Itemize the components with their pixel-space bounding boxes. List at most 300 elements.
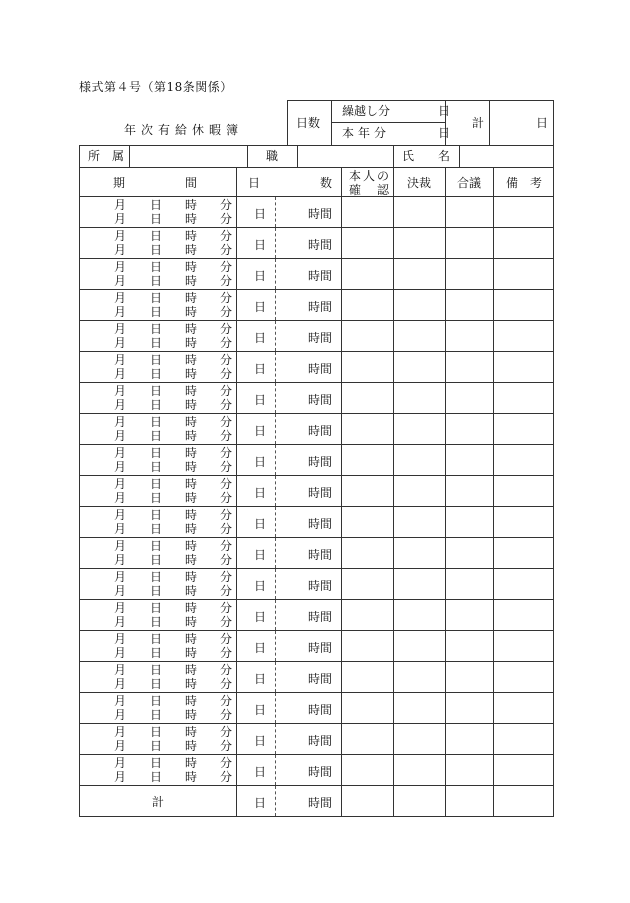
day-unit: 日 xyxy=(150,429,163,443)
remarks-cell[interactable] xyxy=(494,476,554,507)
confirm-cell[interactable] xyxy=(342,693,394,724)
confirm-cell[interactable] xyxy=(342,538,394,569)
month-unit: 月 xyxy=(114,756,127,770)
days-cell[interactable] xyxy=(237,259,342,290)
month-unit: 月 xyxy=(114,584,127,598)
month-unit: 月 xyxy=(114,646,127,660)
hour-unit: 時 xyxy=(185,615,198,629)
confirm-cell[interactable] xyxy=(342,569,394,600)
hour-unit: 時 xyxy=(185,229,198,243)
minute-unit: 分 xyxy=(220,539,233,553)
day-unit: 日 xyxy=(150,336,163,350)
hour-unit: 時 xyxy=(185,708,198,722)
month-unit: 月 xyxy=(114,508,127,522)
day-unit: 日 xyxy=(150,677,163,691)
days-day-unit: 日 xyxy=(254,207,267,221)
day-unit: 日 xyxy=(150,384,163,398)
hour-unit: 時 xyxy=(185,632,198,646)
days-hours-unit: 時間 xyxy=(308,641,333,655)
period-cell[interactable] xyxy=(80,383,237,414)
minute-unit: 分 xyxy=(220,291,233,305)
confirm-cell[interactable] xyxy=(342,445,394,476)
minute-unit: 分 xyxy=(220,384,233,398)
consult-cell[interactable] xyxy=(446,383,494,414)
minute-unit: 分 xyxy=(220,429,233,443)
day-unit: 日 xyxy=(150,539,163,553)
confirm-cell[interactable] xyxy=(342,259,394,290)
month-unit: 月 xyxy=(114,260,127,274)
month-unit: 月 xyxy=(114,615,127,629)
remarks-cell[interactable] xyxy=(494,259,554,290)
minute-unit: 分 xyxy=(220,677,233,691)
approval-cell[interactable] xyxy=(394,445,446,476)
consult-cell[interactable] xyxy=(446,538,494,569)
minute-unit: 分 xyxy=(220,415,233,429)
col-confirm-top: 本人の xyxy=(349,169,392,183)
hour-unit: 時 xyxy=(185,663,198,677)
remarks-cell[interactable] xyxy=(494,414,554,445)
confirm-cell[interactable] xyxy=(342,228,394,259)
period-cell[interactable] xyxy=(80,569,237,600)
days-hours-unit: 時間 xyxy=(308,703,333,717)
hour-unit: 時 xyxy=(185,725,198,739)
col-period: 期 間 xyxy=(113,176,198,190)
minute-unit: 分 xyxy=(220,725,233,739)
total-remarks-cell[interactable] xyxy=(494,786,554,817)
day-unit: 日 xyxy=(150,632,163,646)
hour-unit: 時 xyxy=(185,398,198,412)
days-hours-unit: 時間 xyxy=(308,207,333,221)
hour-unit: 時 xyxy=(185,336,198,350)
day-unit: 日 xyxy=(150,198,163,212)
day-unit: 日 xyxy=(150,353,163,367)
minute-unit: 分 xyxy=(220,553,233,567)
month-unit: 月 xyxy=(114,229,127,243)
minute-unit: 分 xyxy=(220,663,233,677)
remarks-cell[interactable] xyxy=(494,445,554,476)
confirm-cell[interactable] xyxy=(342,352,394,383)
consult-cell[interactable] xyxy=(446,321,494,352)
month-unit: 月 xyxy=(114,198,127,212)
days-hours-unit: 時間 xyxy=(308,238,333,252)
day-unit: 日 xyxy=(150,291,163,305)
total-row xyxy=(80,786,554,817)
approval-cell[interactable] xyxy=(394,600,446,631)
hour-unit: 時 xyxy=(185,584,198,598)
month-unit: 月 xyxy=(114,243,127,257)
col-approval: 決裁 xyxy=(407,176,432,190)
hour-unit: 時 xyxy=(185,212,198,226)
hour-unit: 時 xyxy=(185,305,198,319)
day-unit: 日 xyxy=(150,756,163,770)
hour-unit: 時 xyxy=(185,198,198,212)
hour-unit: 時 xyxy=(185,291,198,305)
total-approval-cell[interactable] xyxy=(394,786,446,817)
minute-unit: 分 xyxy=(220,770,233,784)
consult-cell[interactable] xyxy=(446,414,494,445)
days-cell[interactable] xyxy=(237,507,342,538)
period-cell[interactable] xyxy=(80,445,237,476)
total-row-label: 計 xyxy=(80,786,237,817)
minute-unit: 分 xyxy=(220,632,233,646)
days-cell[interactable] xyxy=(237,600,342,631)
hour-unit: 時 xyxy=(185,570,198,584)
hour-unit: 時 xyxy=(185,353,198,367)
hour-unit: 時 xyxy=(185,429,198,443)
period-cell[interactable] xyxy=(80,290,237,321)
day-unit: 日 xyxy=(150,601,163,615)
days-cell[interactable] xyxy=(237,538,342,569)
days-day-unit: 日 xyxy=(254,548,267,562)
hour-unit: 時 xyxy=(185,243,198,257)
month-unit: 月 xyxy=(114,570,127,584)
hour-unit: 時 xyxy=(185,677,198,691)
minute-unit: 分 xyxy=(220,260,233,274)
days-cell[interactable] xyxy=(237,321,342,352)
total-label: 計 xyxy=(472,116,485,130)
day-unit: 日 xyxy=(150,460,163,474)
minute-unit: 分 xyxy=(220,601,233,615)
month-unit: 月 xyxy=(114,770,127,784)
month-unit: 月 xyxy=(114,429,127,443)
days-day-unit: 日 xyxy=(254,331,267,345)
period-cell[interactable] xyxy=(80,228,237,259)
days-cell[interactable] xyxy=(237,569,342,600)
month-unit: 月 xyxy=(114,632,127,646)
days-day-unit: 日 xyxy=(254,362,267,376)
table-row xyxy=(80,569,554,600)
days-cell[interactable] xyxy=(237,476,342,507)
days-hours-unit: 時間 xyxy=(308,393,333,407)
table-row xyxy=(80,600,554,631)
days-day-unit: 日 xyxy=(254,393,267,407)
days-cell[interactable] xyxy=(237,352,342,383)
days-cell[interactable] xyxy=(237,414,342,445)
table-row xyxy=(80,631,554,662)
days-hours-unit: 時間 xyxy=(308,517,333,531)
form-number: 様式第４号（第18条関係） xyxy=(79,80,233,94)
days-hours-unit: 時間 xyxy=(308,765,333,779)
confirm-cell[interactable] xyxy=(342,507,394,538)
approval-cell[interactable] xyxy=(394,414,446,445)
consult-cell[interactable] xyxy=(446,197,494,228)
days-cell[interactable] xyxy=(237,228,342,259)
days-hours-unit: 時間 xyxy=(308,362,333,376)
table-row xyxy=(80,507,554,538)
consult-cell[interactable] xyxy=(446,631,494,662)
days-cell[interactable] xyxy=(237,724,342,755)
days-day-unit: 日 xyxy=(254,486,267,500)
period-cell[interactable] xyxy=(80,693,237,724)
consult-cell[interactable] xyxy=(446,600,494,631)
approval-cell[interactable] xyxy=(394,197,446,228)
hour-unit: 時 xyxy=(185,694,198,708)
approval-cell[interactable] xyxy=(394,321,446,352)
total-confirm-cell[interactable] xyxy=(342,786,394,817)
remarks-cell[interactable] xyxy=(494,507,554,538)
table-row xyxy=(80,197,554,228)
approval-cell[interactable] xyxy=(394,352,446,383)
col-consult: 合議 xyxy=(457,176,482,190)
minute-unit: 分 xyxy=(220,708,233,722)
month-unit: 月 xyxy=(114,725,127,739)
month-unit: 月 xyxy=(114,491,127,505)
hour-unit: 時 xyxy=(185,553,198,567)
approval-cell[interactable] xyxy=(394,755,446,786)
hour-unit: 時 xyxy=(185,539,198,553)
hour-unit: 時 xyxy=(185,646,198,660)
day-unit: 日 xyxy=(150,663,163,677)
days-day-unit: 日 xyxy=(254,734,267,748)
days-day-unit: 日 xyxy=(254,703,267,717)
approval-cell[interactable] xyxy=(394,228,446,259)
approval-cell[interactable] xyxy=(394,290,446,321)
minute-unit: 分 xyxy=(220,305,233,319)
confirm-cell[interactable] xyxy=(342,414,394,445)
confirm-cell[interactable] xyxy=(342,631,394,662)
minute-unit: 分 xyxy=(220,615,233,629)
hour-unit: 時 xyxy=(185,522,198,536)
day-unit: 日 xyxy=(150,322,163,336)
minute-unit: 分 xyxy=(220,646,233,660)
minute-unit: 分 xyxy=(220,212,233,226)
month-unit: 月 xyxy=(114,274,127,288)
consult-cell[interactable] xyxy=(446,476,494,507)
hour-unit: 時 xyxy=(185,477,198,491)
confirm-cell[interactable] xyxy=(342,662,394,693)
day-unit: 日 xyxy=(150,415,163,429)
total-hours-unit: 時間 xyxy=(308,796,333,810)
hour-unit: 時 xyxy=(185,415,198,429)
consult-cell[interactable] xyxy=(446,662,494,693)
remarks-cell[interactable] xyxy=(494,693,554,724)
col-remarks: 備 考 xyxy=(506,176,543,190)
period-cell[interactable] xyxy=(80,352,237,383)
period-cell[interactable] xyxy=(80,600,237,631)
col-days: 日 数 xyxy=(248,176,333,190)
approval-cell[interactable] xyxy=(394,569,446,600)
period-cell[interactable] xyxy=(80,631,237,662)
remarks-cell[interactable] xyxy=(494,569,554,600)
approval-cell[interactable] xyxy=(394,507,446,538)
period-cell[interactable] xyxy=(80,197,237,228)
days-cell[interactable] xyxy=(237,197,342,228)
day-unit: 日 xyxy=(150,274,163,288)
approval-cell[interactable] xyxy=(394,693,446,724)
table-row xyxy=(80,290,554,321)
day-unit: 日 xyxy=(150,367,163,381)
remarks-cell[interactable] xyxy=(494,538,554,569)
period-cell[interactable] xyxy=(80,476,237,507)
days-day-unit: 日 xyxy=(254,455,267,469)
month-unit: 月 xyxy=(114,336,127,350)
day-unit: 日 xyxy=(150,584,163,598)
approval-cell[interactable] xyxy=(394,259,446,290)
remarks-cell[interactable] xyxy=(494,321,554,352)
days-cell[interactable] xyxy=(237,383,342,414)
minute-unit: 分 xyxy=(220,739,233,753)
carryover-day-unit: 日 xyxy=(438,104,451,118)
period-cell[interactable] xyxy=(80,507,237,538)
table-row xyxy=(80,662,554,693)
day-unit: 日 xyxy=(150,570,163,584)
month-unit: 月 xyxy=(114,477,127,491)
month-unit: 月 xyxy=(114,305,127,319)
days-day-unit: 日 xyxy=(254,517,267,531)
minute-unit: 分 xyxy=(220,198,233,212)
consult-cell[interactable] xyxy=(446,569,494,600)
minute-unit: 分 xyxy=(220,398,233,412)
month-unit: 月 xyxy=(114,398,127,412)
days-cell[interactable] xyxy=(237,693,342,724)
days-cell[interactable] xyxy=(237,631,342,662)
day-unit: 日 xyxy=(150,708,163,722)
confirm-cell[interactable] xyxy=(342,724,394,755)
consult-cell[interactable] xyxy=(446,507,494,538)
table-row xyxy=(80,228,554,259)
minute-unit: 分 xyxy=(220,460,233,474)
day-unit: 日 xyxy=(150,243,163,257)
consult-cell[interactable] xyxy=(446,724,494,755)
this-year-label: 本年分 xyxy=(342,126,391,140)
days-hours-unit: 時間 xyxy=(308,300,333,314)
days-cell[interactable] xyxy=(237,755,342,786)
days-day-unit: 日 xyxy=(254,300,267,314)
remarks-cell[interactable] xyxy=(494,290,554,321)
days-day-unit: 日 xyxy=(254,579,267,593)
minute-unit: 分 xyxy=(220,491,233,505)
days-day-unit: 日 xyxy=(254,672,267,686)
consult-cell[interactable] xyxy=(446,290,494,321)
approval-cell[interactable] xyxy=(394,631,446,662)
month-unit: 月 xyxy=(114,353,127,367)
days-cell[interactable] xyxy=(237,290,342,321)
month-unit: 月 xyxy=(114,384,127,398)
days-hours-unit: 時間 xyxy=(308,610,333,624)
hour-unit: 時 xyxy=(185,756,198,770)
month-unit: 月 xyxy=(114,708,127,722)
hour-unit: 時 xyxy=(185,384,198,398)
consult-cell[interactable] xyxy=(446,445,494,476)
consult-cell[interactable] xyxy=(446,228,494,259)
approval-cell[interactable] xyxy=(394,383,446,414)
day-unit: 日 xyxy=(150,477,163,491)
minute-unit: 分 xyxy=(220,274,233,288)
month-unit: 月 xyxy=(114,739,127,753)
remarks-cell[interactable] xyxy=(494,662,554,693)
day-unit: 日 xyxy=(150,725,163,739)
period-cell[interactable] xyxy=(80,414,237,445)
dept-label: 所 属 xyxy=(88,149,125,163)
consult-cell[interactable] xyxy=(446,755,494,786)
approval-cell[interactable] xyxy=(394,476,446,507)
remarks-cell[interactable] xyxy=(494,631,554,662)
consult-cell[interactable] xyxy=(446,259,494,290)
hour-unit: 時 xyxy=(185,446,198,460)
days-hours-unit: 時間 xyxy=(308,486,333,500)
period-cell[interactable] xyxy=(80,538,237,569)
confirm-cell[interactable] xyxy=(342,476,394,507)
consult-cell[interactable] xyxy=(446,352,494,383)
month-unit: 月 xyxy=(114,212,127,226)
hour-unit: 時 xyxy=(185,770,198,784)
carryover-label: 繰越し分 xyxy=(342,104,391,118)
minute-unit: 分 xyxy=(220,570,233,584)
leave-log-table xyxy=(79,196,554,817)
days-day-unit: 日 xyxy=(254,269,267,283)
confirm-cell[interactable] xyxy=(342,383,394,414)
minute-unit: 分 xyxy=(220,353,233,367)
days-cell[interactable] xyxy=(237,445,342,476)
month-unit: 月 xyxy=(114,677,127,691)
minute-unit: 分 xyxy=(220,694,233,708)
table-row xyxy=(80,693,554,724)
days-day-unit: 日 xyxy=(254,424,267,438)
day-unit: 日 xyxy=(150,260,163,274)
remarks-cell[interactable] xyxy=(494,352,554,383)
hour-unit: 時 xyxy=(185,508,198,522)
day-unit: 日 xyxy=(150,522,163,536)
confirm-cell[interactable] xyxy=(342,321,394,352)
days-hours-unit: 時間 xyxy=(308,269,333,283)
table-row xyxy=(80,445,554,476)
minute-unit: 分 xyxy=(220,477,233,491)
total-consult-cell[interactable] xyxy=(446,786,494,817)
confirm-cell[interactable] xyxy=(342,755,394,786)
minute-unit: 分 xyxy=(220,446,233,460)
approval-cell[interactable] xyxy=(394,538,446,569)
approval-cell[interactable] xyxy=(394,662,446,693)
days-day-unit: 日 xyxy=(254,238,267,252)
job-label: 職 xyxy=(266,149,279,163)
remarks-cell[interactable] xyxy=(494,383,554,414)
period-cell[interactable] xyxy=(80,755,237,786)
month-unit: 月 xyxy=(114,460,127,474)
confirm-cell[interactable] xyxy=(342,600,394,631)
hour-unit: 時 xyxy=(185,739,198,753)
total-days-cell[interactable] xyxy=(237,786,342,817)
period-cell[interactable] xyxy=(80,724,237,755)
consult-cell[interactable] xyxy=(446,693,494,724)
remarks-cell[interactable] xyxy=(494,600,554,631)
day-unit: 日 xyxy=(150,398,163,412)
days-day-unit: 日 xyxy=(254,641,267,655)
confirm-cell[interactable] xyxy=(342,197,394,228)
remarks-cell[interactable] xyxy=(494,724,554,755)
confirm-cell[interactable] xyxy=(342,290,394,321)
minute-unit: 分 xyxy=(220,584,233,598)
days-hours-unit: 時間 xyxy=(308,579,333,593)
month-unit: 月 xyxy=(114,553,127,567)
hour-unit: 時 xyxy=(185,274,198,288)
period-cell[interactable] xyxy=(80,321,237,352)
ledger-title: 年次有給休暇簿 xyxy=(124,123,244,137)
period-cell[interactable] xyxy=(80,259,237,290)
days-cell[interactable] xyxy=(237,662,342,693)
remarks-cell[interactable] xyxy=(494,755,554,786)
remarks-cell[interactable] xyxy=(494,197,554,228)
remarks-cell[interactable] xyxy=(494,228,554,259)
month-unit: 月 xyxy=(114,322,127,336)
approval-cell[interactable] xyxy=(394,724,446,755)
period-cell[interactable] xyxy=(80,662,237,693)
minute-unit: 分 xyxy=(220,522,233,536)
days-day-unit: 日 xyxy=(254,610,267,624)
day-unit: 日 xyxy=(150,508,163,522)
day-unit: 日 xyxy=(150,212,163,226)
month-unit: 月 xyxy=(114,694,127,708)
table-row xyxy=(80,383,554,414)
